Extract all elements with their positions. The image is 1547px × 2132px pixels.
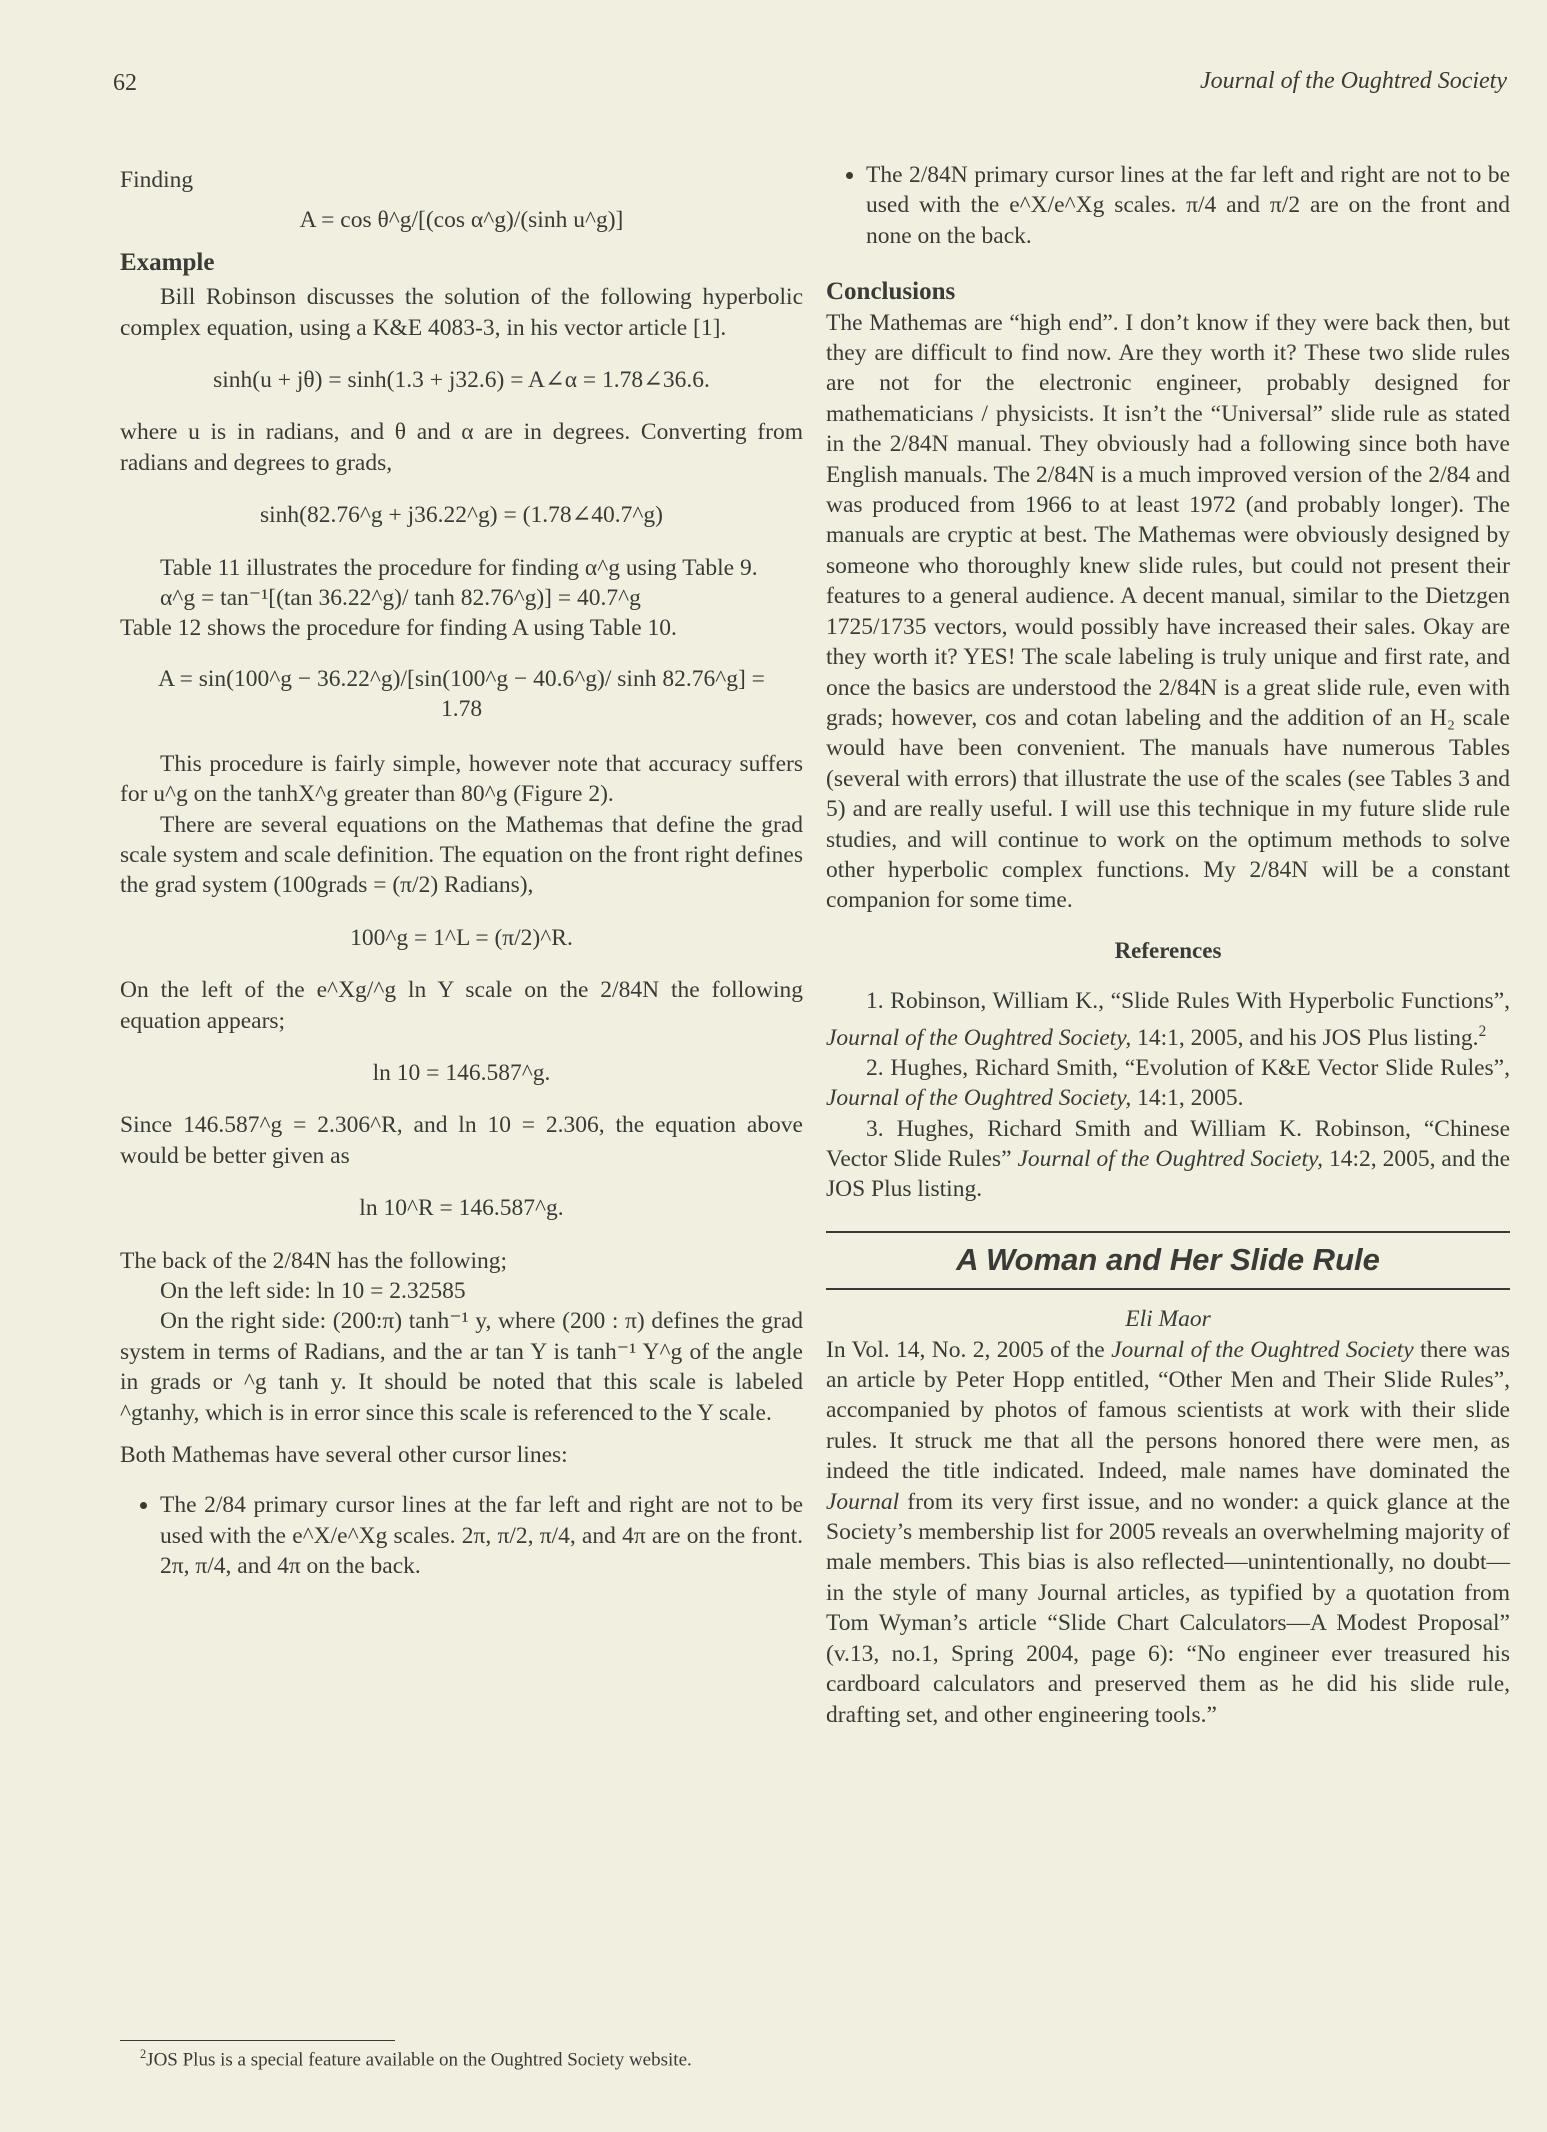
equation-A-value-line1: A = sin(100^g − 36.22^g)/[sin(100^g − 40.6^g)/ sinh 82.76^g] = [158,665,765,692]
paragraph-procedure: This procedure is fairly simple, however note that accuracy suffers for u^g on the tanhX^g greater than 80^g (Figure 2). [120,750,803,808]
footnote [140,2047,692,2071]
reference-item: 1. Robinson, William K., “Slide Rules With Hyperbolic Functions”, Journal of the Oughtred Society, 14:1, 2005, and his JOS Plus listing.$^2$ [826,988,1510,1051]
equation-ln10: ln 10 = 146.587^g. [372,1059,551,1086]
paragraph-robinson: Bill Robinson discusses the solution of the following hyperbolic complex equation, using a K&E 4083-3, in his vector article [1]. [120,284,803,341]
paragraph-both: Both Mathemas have several other cursor lines: [120,1442,568,1468]
article-title: A Woman and Her Slide Rule [956,1241,1380,1277]
reference-item: 2. Hughes, Richard Smith, “Evolution of K&E Vector Slide Rules”, Journal of the Oughtred Society, 14:1, 2005. [826,1054,1510,1112]
page-number: 62 [113,70,137,96]
paragraph-conclusions: The Mathemas are “high end”. I don’t know if they were back then, but they are difficult to find now. Are they worth it? These two slide rules are not for the electronic engineer, probably designed for mathematicians / physicists. It isn’t the “Universal” slide rule as stated in the 2/84N manual. They obviously had a following since both have English manuals. The 2/84N is a much improved version of the 2/84 and was produced from 1966 to at least 1972 (and probably longer). The manuals are cryptic at best. The Mathemas were obviously designed by someone who thoroughly knew slide rules, but could not present their features to a general audience. A decent manual, similar to the Dietzgen 1725/1735 vectors, would possibly have increased their sales. Okay are they worth it? YES! The scale labeling is truly unique and first rate, and once the basics are understood the 2/84N is a great slide rule, even with grads; however, cos and cotan labeling and the addition of an H₂ scale would have been convenient. The manuals have numerous Tables (several with errors) that illustrate the use of the scales (see Tables 3 and 5) and are really useful. I will use this technique in my future slide rule studies, and will continue to work on the optimum methods to solve other hyperbolic complex functions. My 2/84N will be a constant companion for some time. [826,309,1510,914]
bullet-284N: • The 2/84N primary cursor lines at the far left and right are not to be used with the e^X/e^Xg scales. π/4 and π/2 are on the front and none on the back. [866,160,1510,251]
paragraph-since: Since 146.587^g = 2.306^R, and ln 10 = 2.306, the equation above would be better given as [120,1112,803,1169]
footnote-number: 2 [140,2047,147,2061]
article-author: Eli Maor [1125,1306,1211,1333]
references-heading: References [1114,937,1222,963]
equation-alpha: α^g = tan⁻¹[(tan 36.22^g)/ tanh 82.76^g)] = 40.7^g [160,585,641,612]
reference-journal: Journal of the Oughtred Society, [826,1085,1132,1112]
reference-journal: Journal of the Oughtred Society, [1017,1146,1324,1173]
paragraph-where: where u is in radians, and θ and α are in degrees. Converting from radians and degrees to grads, [120,419,803,476]
equation-A: A = cos θ^g/[(cos α^g)/(sinh u^g)] [299,207,624,234]
paragraph-article: In Vol. 14, No. 2, 2005 of the Journal of the Oughtred Society there was an article by Peter Hopp entitled, “Other Men and Their Slide Rules”, accompanied by photos of famous scientists at work with their slide rules. It struck me that all the persons honored there were men, as indeed the title indicated. Indeed, male names have dominated the Journal from its very first issue, and no wonder: a quick glance at the Society’s membership list for 2005 reveals an overwhelming majority of male members. This bias is also reflected—unintentionally, no doubt—in the style of many Journal articles, as typified by a quotation from Tom Wyman’s article “Slide Chart Calculators—A Modest Proposal” (v.13, no.1, Spring 2004, page 6): “No engineer ever treasured his cardboard calculators and preserved them as he did his slide rule, drafting set, and other engineering tools.” [826,1336,1510,1728]
paragraph-left-side: On the left side: ln 10 = 2.32585 [160,1277,466,1304]
cursor-lines-list [120,1490,803,1581]
paragraph-right-side: On the right side: (200:π) tanh⁻¹ y, where (200 : π) defines the grad system in terms of Radians, and the ar tan Y is tanh⁻¹ Y^g of the angle in grads or ^g tanh y. It should be noted that this scale is labeled ^gtanhy, which is in error since this scale is referenced to the Y scale. [120,1308,803,1426]
article-title-block [826,1231,1510,1290]
footnote-text: JOS Plus is a special feature available on the Oughtred Society website. [146,2049,692,2071]
equation-A-value-line2: 1.78 [440,696,483,723]
equation-ln10R: ln 10^R = 146.587^g. [359,1195,564,1222]
cursor-lines-list-continued [826,160,1510,251]
equation-sinh: sinh(u + jθ) = sinh(1.3 + j32.6) = A∠α = 1.78∠36.6. [213,367,710,394]
references-list [826,986,1510,1205]
paragraph-back: The back of the 2/84N has the following; [120,1247,508,1274]
equation-100g: 100^g = 1^L = (π/2)^R. [350,924,573,951]
paragraph-left-of: On the left of the e^Xg/^g ln Y scale on the 2/84N the following equation appears; [120,977,803,1034]
conclusions-heading: Conclusions [826,278,956,306]
reference-journal: Journal of the Oughtred Society, [826,1024,1132,1051]
finding-label: Finding [120,167,194,193]
paragraph-equations: There are several equations on the Mathemas that define the grad scale system and scale definition. The equation on the front right defines the grad system (100grads = (π/2) Radians), [120,811,803,899]
left-column [120,165,803,1582]
right-column [826,160,1510,1730]
equation-sinh-grads: sinh(82.76^g + j36.22^g) = (1.78∠40.7^g) [259,502,664,529]
running-head: Journal of the Oughtred Society [1199,68,1507,94]
paragraph-table11: Table 11 illustrates the procedure for finding α^g using Table 9. [160,554,758,581]
paragraph-table12: Table 12 shows the procedure for finding A using Table 10. [120,615,677,642]
footnote-divider [120,2040,395,2041]
example-heading: Example [120,248,215,276]
reference-item: 3. Hughes, Richard Smith and William K. Robinson, “Chinese Vector Slide Rules” Journal of the Oughtred Society, 14:2, 2005, and the JOS Plus listing. [826,1115,1510,1203]
bullet-284: • The 2/84 primary cursor lines at the far left and right are not to be used with the e^X/e^Xg scales. 2π, π/2, π/4, and 4π are on the front. 2π, π/4, and 4π on the back. [160,1490,803,1581]
footnote-marker[interactable]: 2 [1478,1022,1487,1040]
